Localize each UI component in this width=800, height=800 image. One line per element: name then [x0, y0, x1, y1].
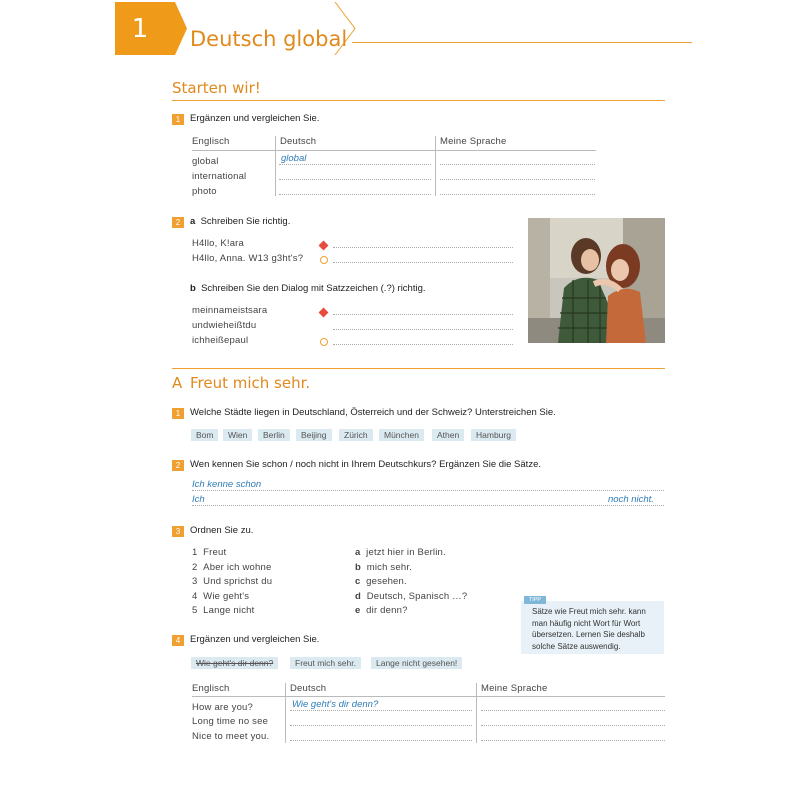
scrambled-line: undwieheißtdu [192, 320, 257, 331]
city-chip[interactable]: Wien [223, 429, 252, 441]
match-right-item: c gesehen. [355, 576, 407, 587]
table-cell: global [192, 156, 219, 167]
city-chip[interactable]: Bom [191, 429, 218, 441]
table-header: Meine Sprache [440, 136, 507, 147]
answer-line[interactable] [440, 164, 595, 165]
speaker-b-icon [320, 256, 328, 264]
scrambled-line: ichheißepaul [192, 335, 249, 346]
phrase-chip[interactable]: Lange nicht gesehen! [371, 657, 462, 669]
chapter-rule [352, 42, 692, 43]
exercise-instruction: Ordnen Sie zu. [190, 525, 254, 536]
answer-line[interactable] [333, 329, 513, 330]
match-right-item: d Deutsch, Spanisch …? [355, 591, 468, 602]
sub-letter: b [190, 283, 196, 294]
photo-two-women [528, 218, 665, 343]
match-left-item: 1 Freut [192, 547, 227, 558]
answer-line[interactable] [279, 194, 431, 195]
table-rule [192, 150, 596, 151]
chapter-title: Deutsch global [190, 27, 348, 51]
tipp-label: TIPP [524, 596, 546, 604]
table-cell: Long time no see [192, 716, 269, 727]
exercise-instruction: Wen kennen Sie schon / noch nicht in Ihrem Deutschkurs? Ergänzen Sie die Sätze. [190, 459, 541, 470]
table-rule [192, 696, 665, 697]
section-rule [172, 100, 665, 101]
exercise-instruction: Ergänzen und vergleichen Sie. [190, 634, 320, 645]
sub-instruction: Schreiben Sie den Dialog mit Satzzeichen (.?) richtig. [201, 283, 426, 294]
answer-line[interactable] [440, 179, 595, 180]
match-left-item: 5 Lange nicht [192, 605, 255, 616]
table-header: Deutsch [290, 683, 327, 694]
section-rule [172, 368, 665, 369]
exercise-number: 2 [172, 460, 184, 471]
table-divider [435, 136, 436, 196]
answer-line[interactable] [192, 505, 664, 506]
city-chip[interactable]: München [379, 429, 424, 441]
answer-line[interactable] [290, 740, 472, 741]
table-divider [275, 136, 276, 196]
handwritten-answer: Wie geht's dir denn? [292, 699, 379, 710]
exercise-number: 1 [172, 114, 184, 125]
answer-line[interactable] [333, 344, 513, 345]
answer-line[interactable] [290, 710, 472, 711]
exercise-number: 1 [172, 408, 184, 419]
scrambled-line: meinnameistsara [192, 305, 268, 316]
match-right-item: b mich sehr. [355, 562, 412, 573]
city-chip[interactable]: Beijing [296, 429, 332, 441]
scrambled-line: H4llo, Anna. W13 g3ht's? [192, 253, 304, 264]
exercise-number: 3 [172, 526, 184, 537]
section-letter: A [172, 374, 183, 392]
city-chip[interactable]: Zürich [339, 429, 373, 441]
exercise-instruction: Ergänzen und vergleichen Sie. [190, 113, 320, 124]
scrambled-line: H4llo, K!ara [192, 238, 245, 249]
answer-line[interactable] [279, 179, 431, 180]
match-left-item: 3 Und sprichst du [192, 576, 273, 587]
match-right-item: e dir denn? [355, 605, 408, 616]
speaker-a-icon [319, 241, 329, 251]
phrase-chip[interactable]: Freut mich sehr. [290, 657, 361, 669]
table-cell: international [192, 171, 247, 182]
exercise-number: 4 [172, 635, 184, 646]
match-right-item: a jetzt hier in Berlin. [355, 547, 446, 558]
city-chip[interactable]: Hamburg [471, 429, 516, 441]
speaker-a-icon [319, 308, 329, 318]
table-divider [285, 683, 286, 743]
match-left-item: 4 Wie geht's [192, 591, 250, 602]
answer-line[interactable] [440, 194, 595, 195]
answer-line[interactable] [481, 740, 665, 741]
answer-line[interactable] [290, 725, 472, 726]
answer-line[interactable] [333, 247, 513, 248]
city-chip[interactable]: Athen [432, 429, 464, 441]
phrase-chip[interactable]: Wie geht's dir denn? [191, 657, 278, 669]
tipp-text: Sätze wie Freut mich sehr. kann man häufig nicht Wort für Wort übersetzen. Lernen Sie deshalb solche Sätze auswendig. [532, 607, 646, 651]
sub-instruction: Schreiben Sie richtig. [200, 216, 291, 227]
answer-line[interactable] [481, 725, 665, 726]
handwritten-answer: Ich [192, 494, 205, 505]
table-cell: Nice to meet you. [192, 731, 270, 742]
exercise-number: 2 [172, 217, 184, 228]
exercise-instruction [190, 216, 290, 227]
handwritten-answer: Ich kenne schon [192, 479, 262, 490]
handwritten-answer: noch nicht. [608, 494, 654, 505]
city-chip[interactable]: Berlin [258, 429, 290, 441]
answer-line[interactable] [333, 314, 513, 315]
handwritten-answer: global [281, 153, 307, 164]
answer-line[interactable] [279, 164, 431, 165]
chapter-number: 1 [115, 2, 165, 55]
table-divider [476, 683, 477, 743]
sub-letter: a [190, 216, 196, 227]
table-header: Deutsch [280, 136, 317, 147]
answer-line[interactable] [192, 490, 664, 491]
table-header: Meine Sprache [481, 683, 548, 694]
section-title-starten: Starten wir! [172, 79, 261, 97]
section-title-freut: Freut mich sehr. [190, 374, 311, 392]
answer-line[interactable] [333, 262, 513, 263]
exercise-instruction: Welche Städte liegen in Deutschland, Österreich und der Schweiz? Unterstreichen Sie. [190, 407, 556, 418]
match-left-item: 2 Aber ich wohne [192, 562, 272, 573]
table-header: Englisch [192, 136, 230, 147]
answer-line[interactable] [481, 710, 665, 711]
exercise-instruction [190, 283, 426, 294]
table-header: Englisch [192, 683, 230, 694]
table-cell: photo [192, 186, 217, 197]
table-cell: How are you? [192, 702, 254, 713]
speaker-b-icon [320, 338, 328, 346]
